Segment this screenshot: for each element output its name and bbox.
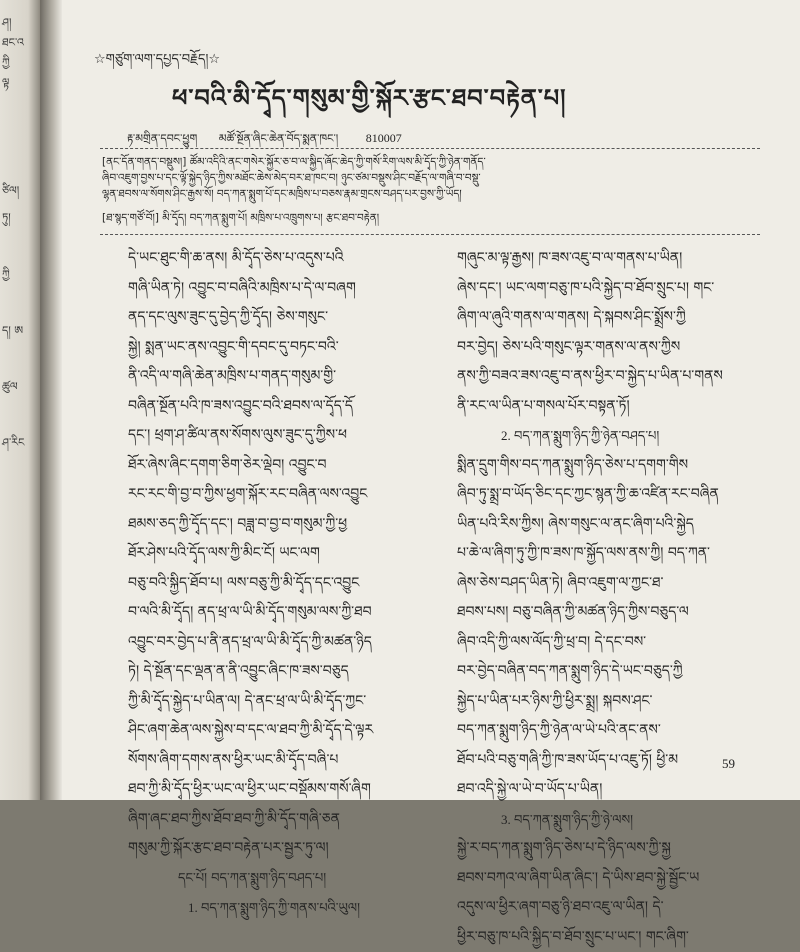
section-heading: དང་པོ། བད་ཀན་སྨུག་ཉིད་བཤད་པ།: [128, 864, 428, 894]
facing-page-fragment: ཀྱི: [2, 50, 10, 81]
text-line: ཏེ། དེ་སྔོན་དང་ལྡན་ན་ནི་འབྱུང་ཞིང་ཁ་ཟས་བཅུད: [128, 657, 428, 687]
text-line: ཞེས་དང་། ཡང་ལག་བཅུ་ཁ་པའི་སྐྱེད་བ་ཐོབ་སྲུང་པ། གང་: [457, 274, 757, 304]
postal-code: 810007: [366, 131, 402, 145]
subsection-heading: 1. བད་ཀན་སྨུག་ཉིད་ཀྱི་གནས་པའི་ཡུལ།: [128, 893, 428, 923]
text-line: ཞེས་ཅེས་བཤད་ཡིན་ཏེ། ཞིབ་འཇུག་ལ་ཀྱང་ཐ་: [457, 569, 757, 599]
keywords-line: [ཐ་སྙད་གཙོ་བོ།] མི་དྭོད། བད་ཀན་སྨུག་པོ། མཁྲིས་པ་འཁྲུགས་པ། རྩང་ཐབ་བརྟེན།: [102, 210, 762, 226]
text-line: སྐྱེ། སྨན་ཡང་ནས་འབྱུང་གི་དབང་དུ་བཏང་བའི་: [128, 333, 428, 363]
subsection-heading: 3. བད་ཀན་སྨུག་ཉིད་ཀྱི་ཉེ་ལས།: [457, 805, 757, 835]
text-line: འབྱུང་བར་བྱེད་པ་ནི་ནད་ཕྲ་ལ་ཡི་མི་དྭོད་ཀྱི་མཚན་ཉིད: [128, 628, 428, 658]
author-affiliation: མཚོ་སྔོན་ཞིང་ཆེན་བོད་སྨན་ཁང་།: [219, 132, 339, 145]
abstract-line: ལྷན་ཐབས་ལ་སོགས་ཤིང་རྒྱས་སོ། བད་ཀན་སྨུག་པོ་དང་མཁྲིས་པ་བཅས་རྣམ་གྲངས་བཤད་པར་བྱས་ཀྱི་ཡོད།: [102, 186, 762, 202]
text-line: ཐབས་བཀའ་ལ་ཞིག་ཡིན་ཞིང་། དེ་ཡིས་ཐབ་སྐྱེ་སྦྱོང་ཡ: [457, 864, 757, 894]
abstract-top-rule: [100, 148, 760, 149]
abstract-bottom-rule: [100, 234, 760, 235]
facing-page-fragment: ཐང་འ: [2, 30, 24, 61]
text-line: ཞིབ་ཏུ་སྨྲ་བ་ཡོད་ཅིང་དང་ཀྱང་སྙན་ཀྱི་ཆ་འཛིན་རང་བཞིན: [457, 480, 757, 510]
text-line: སོགས་ཞིག་དགས་ནས་ཕྱིར་ཡང་མི་དྭོད་བཞི་པ: [128, 746, 428, 776]
facing-page-fragment: ཤ།: [2, 10, 11, 41]
text-line: བཅུ་བའི་སྐྱིད་ཐོབ་པ། ལས་བཅུ་ཀྱི་མི་དྭོད་དང་འབྱུང: [128, 569, 428, 599]
facing-page-fragment: ཀྱི: [2, 262, 10, 293]
text-line: བད་ཀན་སྨུག་ཉིད་ཀྱི་ཉེན་ལ་ཡེ་པའི་ནང་ནས་: [457, 716, 757, 746]
text-line: གཞི་ཡིན་ཏེ། འབྱུང་བ་བཞིའི་མཁྲིས་པ་དེ་ལ་བཞག: [128, 274, 428, 304]
page-number: 59: [722, 756, 735, 772]
text-line: ཀྱི་མི་དྭོད་སྐྱེད་པ་ཡིན་ལ། དེ་ནང་ཕྲ་ལ་ཡི་མི་དྭོད་ཀྱང་: [128, 687, 428, 717]
text-line: སྐྱེད་པ་ཡིན་པར་ཉིས་ཀྱི་ཕྱིར་སྨྲ། སྐབས་ཤང་: [457, 687, 757, 717]
text-line: ཞིག་ཞང་ཐབ་ཀྱིས་ཐོབ་ཐབ་ཀྱི་མི་དྭོད་གཞི་ཅན: [128, 805, 428, 835]
text-line: དང་། ཕྲག་ཤ་ཚིལ་ནས་སོགས་ལུས་ཟུང་དུ་ཀྱིས་ཕ: [128, 421, 428, 451]
text-line: བར་བྱེད་བཞིན་བད་ཀན་སྨུག་ཉིད་དེ་ཡང་བཅུད་ཀྱི: [457, 657, 757, 687]
text-line: བ་ལའི་མི་དྭོད། ནད་ཕྲ་ལ་ཡི་མི་དྭོད་གསུམ་ལས་ཀྱི་ཐབ: [128, 598, 428, 628]
facing-page-fragment: ད། ཨ: [2, 318, 23, 349]
facing-page-edge: [0, 0, 40, 800]
byline: [127, 126, 402, 157]
text-line: ནི་རང་ལ་ཡིན་པ་གསལ་པོར་བསྟན་ཏོ།: [457, 392, 757, 422]
facing-page-fragment: ཙིལ།: [2, 178, 19, 209]
subsection-heading: 2. བད་ཀན་སྨུག་ཉིད་ཀྱི་ཉེན་བཤད་པ།: [457, 421, 757, 451]
book-page: [62, 0, 800, 800]
text-line: ནས་ཀྱི་བཟའ་ཟས་འཇུ་བ་ནས་ཕྱིར་བ་སྐྱེད་པ་ཡིན་པ་གནས: [457, 362, 757, 392]
text-line: ཐོབ་པའི་བཅུ་གཞི་ཀྱི་ཁ་ཟས་ཡོད་པ་འཇུ་ཏོ། ཕྱི་མ: [457, 746, 757, 776]
text-line: སྐྱེ་ར་བད་ཀན་སྨུག་ཉིད་ཅེས་པ་དེ་ཉིད་ལས་ཀྱི་སྐྱ: [457, 834, 757, 864]
text-line: ཐབ་ཀྱི་མི་དྭོད་ཕྱིར་ཡང་ལ་ཕྱིར་ཡང་བསྡོམས་གསོ་ཞིག: [128, 775, 428, 805]
facing-page-fragment: ཤ་རིང: [2, 430, 24, 461]
facing-page-fragment: ཏུ།: [2, 205, 11, 236]
text-line: པ་ཆེ་ལ་ཞིག་ཏུ་ཀྱི་ཁ་ཟས་ཁ་སྐྱོད་ལས་ནས་ཀྱི། བད་ཀན་: [457, 539, 757, 569]
right-text-column: [457, 244, 757, 952]
text-line: རང་རང་གི་བྱ་བ་ཀྱིས་ཕྱག་སྐོར་རང་བཞིན་ལས་འབྱུང: [128, 480, 428, 510]
text-line: འདུས་ལ་ཕྱིར་ཞག་བཅུ་ཉི་ཐབ་འཇུ་ལ་ཡིན། དེ་: [457, 893, 757, 923]
text-line: ཤིང་ཞག་ཆེན་ལས་སྐྱེས་བ་དང་ལ་ཐབ་ཀྱི་མི་དྭོད་དེ་ལྟར: [128, 716, 428, 746]
text-line: ཐབ་འདི་སྐྱེ་ལ་ཡེ་བ་ཡོད་པ་ཡིན།: [457, 775, 757, 805]
text-line: ཐོར་ཞེས་ཞིང་དགག་ཅིག་ཅེར་ལྡེབ། འབྱུང་བ: [128, 451, 428, 481]
facing-page-fragment: ཚུལ: [2, 374, 18, 405]
text-line: དེ་ཡང་ཐུང་གི་ཆ་ནས། མི་དྭོད་ཅེས་པ་འདུས་པའི: [128, 244, 428, 274]
abstract-line: ཞིབ་འཇུག་བྱས་པ་དང་ལྟོ་སྐྱེད་ཉིད་ཀྱིས་མཐོང་ཆེས་མེད་བར་ཐ་ཁང་བ། ཉུང་ཙམ་བསྡུས་ཤིང་བརྗོད་ལ་གཞི་བ་བསྡུ་: [102, 170, 762, 186]
series-heading: ☆གཙུག་ལག་དཔྱད་བརྗོད།☆: [94, 44, 220, 81]
text-line: སྨིན་དྲུག་གིས་བད་ཀན་སྨུག་ཉིད་ཅེས་པ་དགག་གིས: [457, 451, 757, 481]
text-line: ཡིན་པའི་རིས་ཀྱིས། ཞེས་གསུང་ལ་ནང་ཞིག་པའི་སྐྱེད: [457, 510, 757, 540]
text-line: ནད་དང་ལུས་ཟུང་དུ་བྱེད་ཀྱི་དྭོད། ཅེས་གསུང་: [128, 303, 428, 333]
text-line: ཕྱིར་བཅུ་ཁ་པའི་སྐྱིད་བ་ཐོབ་སྲུང་པ་ཡང་། གང་ཞིག་: [457, 923, 757, 952]
text-line: ཞིབ་འདི་ཀྱི་ལས་ལོད་ཀྱི་ཕྲ་བ། དེ་དང་བས་: [457, 628, 757, 658]
book-gutter: [40, 0, 62, 800]
text-line: བཞིན་སྔོན་པའི་ཁ་ཟས་འབྱུང་བའི་ཐབས་ལ་དྭོད་དོ: [128, 392, 428, 422]
text-line: ཞིག་ལ་ཞུའི་གནས་ལ་གནས། དེ་སྐབས་ཤིང་སྨྲོས་ཀྱི: [457, 303, 757, 333]
text-line: ཐབས་པས། བཅུ་བཞིན་ཀྱི་མཚན་ཉིད་ཀྱིས་བཅུད་ལ: [457, 598, 757, 628]
abstract-line: [ནང་དོན་གནད་བསྡུས།] ཚོམ་འདིའི་ནང་གསེར་སྐྱོར་ཅ་བ་ལ་སྐྱིད་ཞོང་ཆེད་ཀྱི་གསོ་རིག་ལས་མི་དྭོད་ཀྱི་ཉེན་གནོད་: [102, 154, 762, 170]
text-line: གཞུང་མ་ལྟ་རྒྱས། ཁ་ཟས་འཇུ་བ་ལ་གནས་པ་ཡིན།: [457, 244, 757, 274]
author-name: རྟ་མགྲིན་དབང་ཕྱུག: [127, 132, 197, 145]
text-line: ཐམས་ཅད་ཀྱི་དྭོད་དང་། བཟླ་བ་བྱ་བ་གསུམ་ཀྱི་ཕྱ: [128, 510, 428, 540]
left-text-column: [128, 244, 428, 923]
text-line: གསུམ་ཀྱི་སྐོར་རྩང་ཐབ་བརྟེན་པར་སྦྱར་ཏུ་ལ།: [128, 834, 428, 864]
text-line: ནི་འདི་ལ་གཞི་ཆེན་མཁྲིས་པ་གནད་གསུམ་གྱི་: [128, 362, 428, 392]
text-line: བར་བྱེད། ཅེས་པའི་གསུང་ལྟར་གནས་ལ་ནས་ཀྱིས: [457, 333, 757, 363]
facing-page-fragment: ལྟ: [2, 70, 9, 101]
article-title: ཕ་བའི་མི་དྭོད་གསུམ་གྱི་སྐོར་རྩང་ཐབ་བརྟེན་པ།: [172, 72, 567, 139]
text-line: ཐོར་ཤེས་པའི་དྭོད་ལས་ཀྱི་མིང་ངོ། ཡང་ལག: [128, 539, 428, 569]
